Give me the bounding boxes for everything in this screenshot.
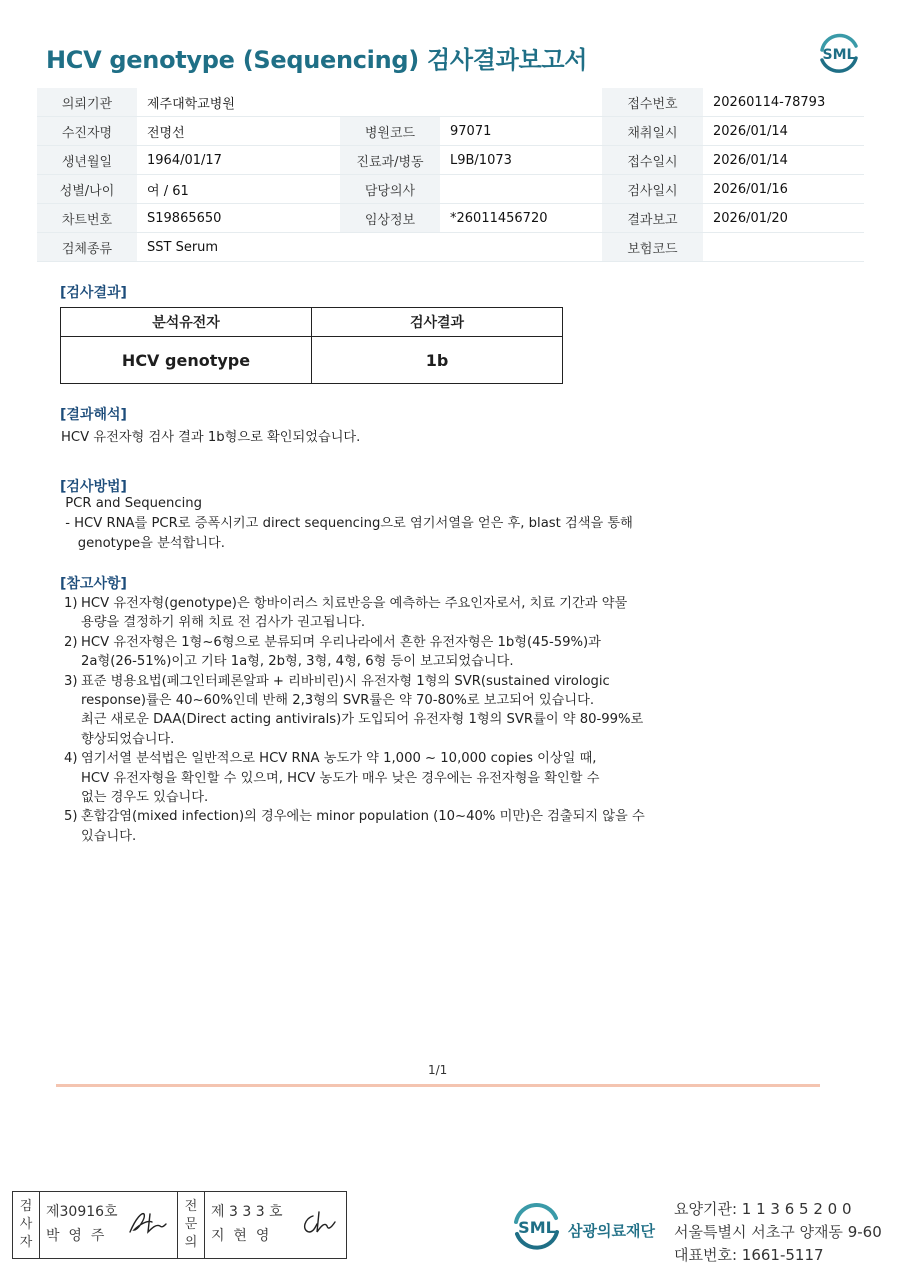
note-line: 있습니다. xyxy=(81,828,137,844)
info-value: 전명선 xyxy=(137,117,340,146)
logo-text: SML xyxy=(822,47,856,63)
result-table xyxy=(60,307,563,384)
info-row xyxy=(37,204,864,233)
patient-info-table xyxy=(37,88,864,262)
note-item xyxy=(64,749,645,807)
info-value: *26011456720 xyxy=(440,204,602,233)
interpretation-text: HCV 유전자형 검사 결과 1b형으로 확인되었습니다. xyxy=(61,430,361,445)
note-line: 염기서열 분석법은 일반적으로 HCV RNA 농도가 약 1,000 ~ 10,000 copies 이상일 때, xyxy=(81,751,597,767)
stamp-char: 전 xyxy=(184,1199,198,1214)
info-row xyxy=(37,175,864,204)
stamp-char: 사 xyxy=(19,1217,33,1232)
info-label: 결과보고 xyxy=(602,204,703,233)
method-line-3: genotype을 분석합니다. xyxy=(61,536,225,551)
signature-stamp xyxy=(12,1191,347,1259)
method-line-1: PCR and Sequencing xyxy=(61,496,203,511)
info-label: 검사일시 xyxy=(602,175,703,204)
info-label: 수진자명 xyxy=(37,117,137,146)
info-label: 성별/나이 xyxy=(37,175,137,204)
signature-icon xyxy=(297,1208,341,1238)
institution-code: 요양기관: 1 1 3 6 5 2 0 0 xyxy=(674,1200,852,1218)
result-col-gene: 분석유전자 xyxy=(61,308,312,337)
info-value: 여 / 61 xyxy=(137,175,340,204)
note-item xyxy=(64,633,645,672)
organization-name: 삼광의료재단 xyxy=(568,1222,655,1240)
organization-info xyxy=(674,1198,882,1267)
note-item xyxy=(64,594,645,633)
info-row xyxy=(37,117,864,146)
stamp-label-examiner xyxy=(13,1192,40,1258)
note-line: 용량을 결정하기 위해 치료 전 검사가 권고됩니다. xyxy=(81,615,366,631)
info-label: 차트번호 xyxy=(37,204,137,233)
info-label: 채취일시 xyxy=(602,117,703,146)
report-title: HCV genotype (Sequencing) 검사결과보고서 xyxy=(46,46,588,74)
info-label: 임상정보 xyxy=(340,204,440,233)
info-value: 2026/01/14 xyxy=(703,146,864,175)
info-value: SST Serum xyxy=(137,233,602,262)
info-value xyxy=(703,233,864,262)
info-value: 제주대학교병원 xyxy=(137,88,602,117)
info-label: 담당의사 xyxy=(340,175,440,204)
sml-footer-logo-icon xyxy=(510,1198,564,1254)
note-line: HCV 유전자형(genotype)은 항바이러스 치료반응을 예측하는 주요인자로서, 치료 기간과 약물 xyxy=(81,596,628,611)
result-value: 1b xyxy=(312,337,563,384)
note-line: HCV 유전자형을 확인할 수 있으며, HCV 농도가 매우 낮은 경우에는 유전자형을 확인할 수 xyxy=(81,770,600,786)
signature-icon xyxy=(126,1208,170,1238)
page-number: 1/1 xyxy=(428,1063,448,1077)
note-line: 2a형(26-51%)이고 기타 1a형, 2b형, 3형, 4형, 6형 등이 보고되었습니다. xyxy=(81,654,514,670)
note-line: 혼합감염(mixed infection)의 경우에는 minor population (10~40% 미만)은 검출되지 않을 수 xyxy=(81,809,645,825)
examiner-name: 박 영 주 xyxy=(46,1228,105,1244)
specialist-cell xyxy=(205,1192,346,1258)
result-col-value: 검사결과 xyxy=(312,308,563,337)
info-row xyxy=(37,146,864,175)
method-heading: [검사방법] xyxy=(60,479,127,495)
note-line: 최근 새로운 DAA(Direct acting antivirals)가 도입되어 유전자형 1형의 SVR률이 약 80-99%로 xyxy=(81,712,644,728)
result-heading: [검사결과] xyxy=(60,285,127,301)
info-label: 진료과/병동 xyxy=(340,146,440,175)
stamp-char: 의 xyxy=(184,1235,198,1250)
info-value xyxy=(440,175,602,204)
organization-phone: 대표번호: 1661-5117 xyxy=(674,1246,824,1264)
info-label: 접수일시 xyxy=(602,146,703,175)
info-value: 2026/01/20 xyxy=(703,204,864,233)
note-line: response)률은 40~60%인데 반해 2,3형의 SVR률은 약 70-80%로 보고되어 있습니다. xyxy=(81,693,595,709)
info-label: 병원코드 xyxy=(340,117,440,146)
note-item xyxy=(64,807,645,846)
info-label: 생년월일 xyxy=(37,146,137,175)
note-line: 없는 경우도 있습니다. xyxy=(81,790,209,806)
note-number: 5) xyxy=(64,809,78,825)
specialist-name: 지 현 영 xyxy=(211,1228,270,1244)
info-value: S19865650 xyxy=(137,204,340,233)
sml-logo-icon xyxy=(814,28,864,78)
info-label: 보험코드 xyxy=(602,233,703,262)
examiner-cell xyxy=(40,1192,178,1258)
stamp-char: 문 xyxy=(184,1217,198,1232)
info-value: 1964/01/17 xyxy=(137,146,340,175)
specialist-id: 제 3 3 3 호 xyxy=(211,1204,283,1220)
info-value: 2026/01/16 xyxy=(703,175,864,204)
note-item xyxy=(64,672,645,750)
notes-list xyxy=(64,594,645,846)
info-row xyxy=(37,233,864,262)
note-line: 표준 병용요법(페그인터페론알파 + 리바비린)시 유전자형 1형의 SVR(sustained virologic xyxy=(81,673,610,689)
info-label: 검체종류 xyxy=(37,233,137,262)
stamp-char: 검 xyxy=(19,1199,33,1214)
footer-logo-text: SML xyxy=(518,1218,556,1237)
examiner-id: 제30916호 xyxy=(46,1204,118,1220)
info-value: 20260114-78793 xyxy=(703,88,864,117)
info-label: 의뢰기관 xyxy=(37,88,137,117)
stamp-label-specialist xyxy=(178,1192,205,1258)
notes-heading: [참고사항] xyxy=(60,576,127,592)
info-value: 97071 xyxy=(440,117,602,146)
result-gene: HCV genotype xyxy=(61,337,312,384)
info-value: L9B/1073 xyxy=(440,146,602,175)
info-label: 접수번호 xyxy=(602,88,703,117)
interpretation-heading: [결과해석] xyxy=(60,407,127,423)
note-line: 향상되었습니다. xyxy=(81,731,175,747)
stamp-char: 자 xyxy=(19,1235,33,1250)
note-line: HCV 유전자형은 1형~6형으로 분류되며 우리나라에서 흔한 유전자형은 1b형(45-59%)과 xyxy=(81,634,601,650)
note-number: 1) xyxy=(64,596,78,611)
note-number: 4) xyxy=(64,751,78,767)
note-number: 2) xyxy=(64,634,78,650)
organization-address: 서울특별시 서초구 양재동 9-60 xyxy=(674,1223,882,1241)
footer-divider xyxy=(56,1084,820,1087)
method-line-2: - HCV RNA를 PCR로 증폭시키고 direct sequencing으로 염기서열을 얻은 후, blast 검색을 통해 xyxy=(61,516,633,531)
info-value: 2026/01/14 xyxy=(703,117,864,146)
note-number: 3) xyxy=(64,673,78,689)
info-row xyxy=(37,88,864,117)
